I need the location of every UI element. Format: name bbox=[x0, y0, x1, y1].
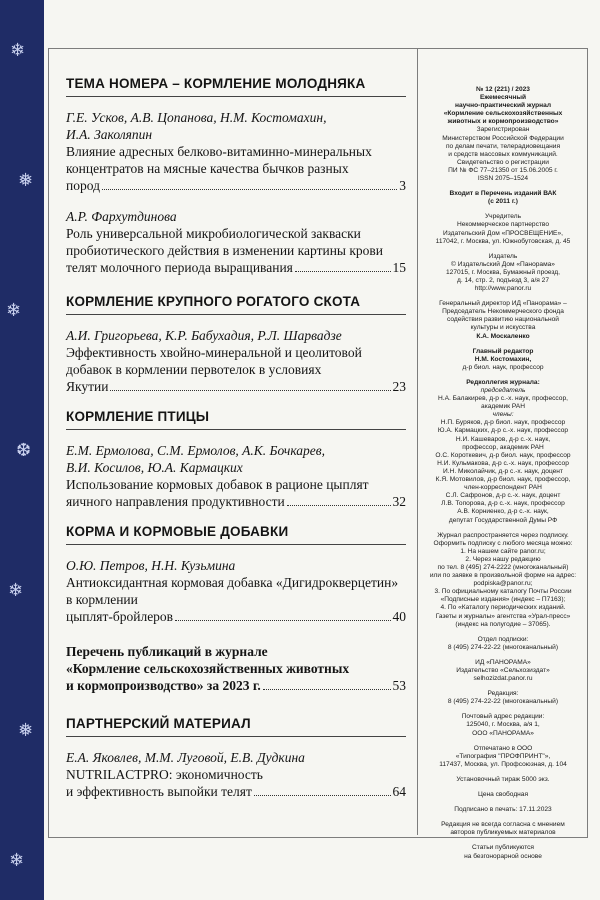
page-number: 3 bbox=[399, 178, 406, 193]
entry-title: цыплят-бройлеров bbox=[66, 609, 174, 624]
registration-line: Зарегистрирован bbox=[476, 126, 530, 134]
board-member: Н.П. Буряков, д-р биол. наук, профессор bbox=[440, 419, 566, 427]
column-divider bbox=[417, 49, 418, 835]
page-number: 32 bbox=[392, 494, 406, 509]
subscription-line: 3. По официальному каталогу Почты России bbox=[434, 588, 572, 596]
board-member: И.Н. Миколайчик, д-р с.-х. наук, доцент bbox=[443, 467, 563, 475]
entry-title: NUTRILACTPRO: экономичность bbox=[66, 767, 263, 782]
section-title: КОРМЛЕНИЕ КРУПНОГО РОГАТОГО СКОТА bbox=[66, 294, 361, 309]
section-title: КОРМЛЕНИЕ ПТИЦЫ bbox=[66, 409, 210, 424]
entry-page-line bbox=[66, 783, 406, 800]
subscription-line: 1. На нашем сайте panor.ru; bbox=[460, 547, 546, 555]
entry-title: добавок в кормлении первотелок в условиях bbox=[66, 362, 322, 377]
annual-list-entry bbox=[66, 643, 406, 694]
printed-line: Отпечатано в ООО bbox=[473, 744, 533, 752]
founder-line: Некоммерческое партнерство bbox=[456, 221, 549, 229]
snowflake-icon: ❆ bbox=[16, 440, 32, 461]
journal-info: Ежемесячный bbox=[479, 94, 527, 102]
entry-title: концентратов на мясные качества бычков разных bbox=[66, 161, 349, 176]
registration-line: Свидетельство о регистрации bbox=[457, 158, 549, 166]
section-title: ТЕМА НОМЕРА – КОРМЛЕНИЕ МОЛОДНЯКА bbox=[66, 76, 366, 91]
section-rule bbox=[66, 429, 406, 430]
decorative-band bbox=[0, 0, 44, 900]
journal-info: животных и кормопроизводство» bbox=[447, 118, 559, 126]
editorial-line: Редакция: bbox=[487, 690, 519, 698]
entry-page-line bbox=[66, 378, 406, 395]
entry-title: Роль универсальной микробиологической закваски bbox=[66, 226, 361, 241]
editor-role: Главный редактор bbox=[472, 347, 534, 355]
entry-authors: А.Р. Фархутдинова bbox=[66, 209, 177, 224]
director-line: Генеральный директор ИД «Панорама» – bbox=[439, 300, 567, 308]
dept-line: Отдел подписки: bbox=[477, 635, 529, 643]
subscription-line: 4. По «Каталогу периодических изданий. bbox=[440, 604, 566, 612]
founder-line: Издательский Дом «ПРОСВЕЩЕНИЕ», bbox=[443, 229, 563, 237]
founder-line: 117042, г. Москва, ул. Южнобутовская, д. 45 bbox=[435, 237, 571, 245]
section-title: ПАРТНЕРСКИЙ МАТЕРИАЛ bbox=[66, 716, 251, 731]
snowflake-icon: ❄ bbox=[8, 580, 24, 601]
entry-title: и эффективность выпойки телят bbox=[66, 784, 252, 799]
entry-authors: А.И. Григорьева, К.Р. Бабухадия, Р.Л. Шарвадзе bbox=[66, 328, 342, 343]
panorama-line: Издательство «Сельхозиздат» bbox=[456, 667, 550, 674]
director-line: культуры и искусства bbox=[470, 324, 536, 332]
page-number: 15 bbox=[392, 260, 406, 275]
board-member: Н.И. Кульмакова, д-р с.-х. наук, профессор bbox=[437, 459, 569, 467]
board-member: депутат Государственной Думы РФ bbox=[448, 516, 558, 524]
annual-list-title: «Кормление сельскохозяйственных животных bbox=[66, 661, 350, 676]
entry-authors: Г.Е. Усков, А.В. Цопанова, Н.М. Костомахин, bbox=[66, 110, 327, 125]
page-number: 53 bbox=[392, 678, 406, 693]
entry-authors: Е.А. Яковлев, М.М. Луговой, Е.В. Дудкина bbox=[66, 750, 305, 765]
panorama-link[interactable]: selhozizdat.panor.ru bbox=[473, 675, 533, 683]
publisher-line: Издатель bbox=[488, 252, 518, 260]
dot-leader bbox=[110, 390, 390, 391]
registration-line: Министерством Российской Федерации bbox=[442, 134, 564, 142]
entry-title: в кормлении bbox=[66, 592, 138, 607]
publisher-line: 127015, г. Москва, Бумажный проезд, bbox=[445, 268, 560, 276]
snowflake-icon: ❄ bbox=[10, 40, 26, 61]
entry-title: Влияние адресных белково-витаминно-минеральных bbox=[66, 144, 372, 159]
toc-entry bbox=[66, 208, 406, 276]
dot-leader bbox=[254, 795, 391, 796]
section-rule bbox=[66, 314, 406, 315]
snowflake-icon: ❅ bbox=[18, 720, 34, 741]
toc-entry bbox=[66, 442, 406, 510]
board-member: член-корреспондент РАН bbox=[464, 484, 542, 492]
founder-line: Учредитель bbox=[484, 213, 522, 221]
entry-page-line bbox=[66, 677, 406, 694]
board-member: Л.В. Топорова, д-р с.-х. наук, профессор bbox=[441, 500, 565, 508]
publisher-line: © Издательский Дом «Панорама» bbox=[451, 260, 555, 268]
entry-title: телят молочного периода выращивания bbox=[66, 260, 293, 275]
subscription-line: (индекс на полугодие – 37065). bbox=[455, 620, 551, 628]
entry-page-line bbox=[66, 608, 406, 625]
printed-line: 117437, Москва, ул. Профсоюзная, д. 104 bbox=[439, 760, 567, 768]
publisher-link[interactable]: http://www.panor.ru bbox=[474, 285, 532, 293]
section-rule bbox=[66, 96, 406, 97]
subscription-line: 2. Через нашу редакцию bbox=[465, 555, 541, 563]
entry-page-line bbox=[66, 493, 406, 510]
vak-note: (с 2011 г.) bbox=[488, 198, 518, 206]
entry-title: пород bbox=[66, 178, 100, 193]
page-number: 23 bbox=[392, 379, 406, 394]
subscription-line: «Подписные издания» (индекс – П7163); bbox=[440, 596, 566, 604]
signed-date: Подписано в печать: 17.11.2023 bbox=[454, 806, 552, 814]
panorama-line: ИД «ПАНОРАМА» bbox=[475, 658, 531, 666]
disclaimer-line: Редакция не всегда согласна с мнением bbox=[441, 821, 565, 829]
issue-number: № 12 (221) / 2023 bbox=[476, 86, 530, 93]
subscription-line: Журнал распространяется через подписку. bbox=[437, 531, 569, 539]
registration-line: и средств массовых коммуникаций. bbox=[448, 150, 558, 158]
toc-entry bbox=[66, 109, 406, 194]
subscription-line: Газеты и журналы» агентства «Урал-пресс» bbox=[435, 612, 571, 620]
toc-entry bbox=[66, 749, 406, 800]
printed-line: «Типография "ПРОФПРИНТ"», bbox=[455, 752, 551, 760]
board-member: профессор, академик РАН bbox=[462, 443, 544, 451]
snowflake-icon: ❄ bbox=[6, 300, 22, 321]
editorial-line: 8 (495) 274-22-22 (многоканальный) bbox=[447, 698, 559, 706]
board-chair-label: председатель bbox=[480, 387, 526, 394]
price: Цена свободная bbox=[477, 791, 529, 799]
entry-page-line bbox=[66, 259, 406, 276]
subscription-line: по тел. 8 (495) 274-2222 (многоканальный) bbox=[437, 563, 569, 571]
board-member: Н.И. Кашеваров, д-р с.-х. наук, bbox=[455, 435, 551, 443]
entry-title: Антиоксидантная кормовая добавка «Дигидрокверцетин» bbox=[66, 575, 399, 590]
annual-list-title: и кормопроизводство» за 2023 г. bbox=[66, 678, 261, 693]
registration-line: ПИ № ФС 77–21350 от 15.06.2005 г. bbox=[448, 166, 558, 174]
section-rule bbox=[66, 544, 406, 545]
entry-title: Эффективность хвойно-минеральной и цеолитовой bbox=[66, 345, 362, 360]
entry-title: яичного направления продуктивности bbox=[66, 494, 285, 509]
board-member: Н.А. Балакирев, д-р с.-х. наук, профессор, bbox=[438, 395, 568, 403]
board-member: А.В. Корниенко, д-р с.-х. наук, bbox=[457, 508, 549, 516]
post-line: ООО «ПАНОРАМА» bbox=[472, 729, 534, 737]
journal-info: научно-практический журнал bbox=[454, 102, 552, 110]
free-line: на безгонорарной основе bbox=[464, 852, 542, 860]
page-number: 40 bbox=[392, 609, 406, 624]
toc-entry bbox=[66, 327, 406, 395]
board-member: академик РАН bbox=[481, 403, 525, 411]
dot-leader bbox=[295, 271, 391, 272]
entry-page-line bbox=[66, 177, 406, 194]
post-line: Почтовый адрес редакции: bbox=[461, 713, 545, 721]
journal-info: «Кормление сельскохозяйственных bbox=[443, 110, 563, 118]
entry-title: пробиотического действия в изменении картины крови bbox=[66, 243, 384, 258]
entry-authors: О.Ю. Петров, Н.Н. Кузьмина bbox=[66, 558, 236, 573]
board-members-label: члены: bbox=[492, 411, 514, 419]
dot-leader bbox=[263, 689, 391, 690]
imprint-column bbox=[424, 86, 582, 861]
registration-line: ISSN 2075–1524 bbox=[477, 175, 529, 183]
entry-authors: И.А. Заколяпин bbox=[66, 127, 153, 142]
page-number: 64 bbox=[392, 784, 406, 799]
editor-name: Н.М. Костомахин, bbox=[474, 355, 532, 363]
section-rule bbox=[66, 736, 406, 737]
annual-list-title: Перечень публикаций в журнале bbox=[66, 644, 268, 659]
director-line: Председатель Некоммерческого фонда bbox=[442, 308, 564, 316]
entry-title: Использование кормовых добавок в рационе цыплят bbox=[66, 477, 369, 492]
publisher-line: д. 14, стр. 2, подъезд 3, а/я 27 bbox=[456, 276, 550, 284]
board-member: Ю.А. Кармацких, д-р с.-х. наук, профессор bbox=[437, 427, 569, 435]
board-title: Редколлегия журнала: bbox=[466, 378, 540, 386]
disclaimer-line: авторов публикуемых материалов bbox=[450, 829, 556, 837]
entry-authors: В.И. Косилов, Ю.А. Кармацких bbox=[66, 460, 243, 475]
snowflake-icon: ❅ bbox=[18, 170, 34, 191]
board-member: С.Л. Сафронов, д-р с.-х. наук, доцент bbox=[445, 492, 561, 500]
subscription-line: или по заявке в произвольной форме на адрес: bbox=[429, 572, 577, 580]
dot-leader bbox=[287, 505, 391, 506]
entry-title: Якутии bbox=[66, 379, 109, 394]
circulation: Установочный тираж 5000 экз. bbox=[456, 775, 550, 783]
dot-leader bbox=[175, 620, 390, 621]
table-of-contents bbox=[66, 76, 406, 814]
toc-entry bbox=[66, 557, 406, 625]
director-line: содействия развитию национальной bbox=[447, 316, 559, 324]
subscription-email[interactable]: podpiska@panor.ru; bbox=[473, 580, 533, 588]
dot-leader bbox=[102, 189, 397, 190]
section-title: КОРМА И КОРМОВЫЕ ДОБАВКИ bbox=[66, 524, 289, 539]
post-line: 125040, г. Москва, а/я 1, bbox=[466, 721, 540, 729]
snowflake-icon: ❄ bbox=[9, 850, 25, 871]
board-member: О.С. Короткевич, д-р биол. наук, профессор bbox=[435, 451, 571, 459]
subscription-line: Оформить подписку с любого месяца можно: bbox=[433, 539, 573, 547]
dept-line: 8 (495) 274-22-22 (многоканальный) bbox=[447, 643, 559, 651]
registration-line: по делам печати, телерадиовещания bbox=[445, 142, 561, 150]
free-line: Статьи публикуются bbox=[471, 844, 535, 852]
board-member: К.Я. Мотовилов, д-р биол. наук, профессор, bbox=[435, 476, 571, 484]
editor-degree: д-р биол. наук, профессор bbox=[462, 363, 544, 371]
director-name: К.А. Москаленко bbox=[476, 332, 530, 340]
vak-note: Входит в Перечень изданий ВАК bbox=[449, 190, 557, 198]
entry-authors: Е.М. Ермолова, С.М. Ермолов, А.К. Бочкарев, bbox=[66, 443, 326, 458]
